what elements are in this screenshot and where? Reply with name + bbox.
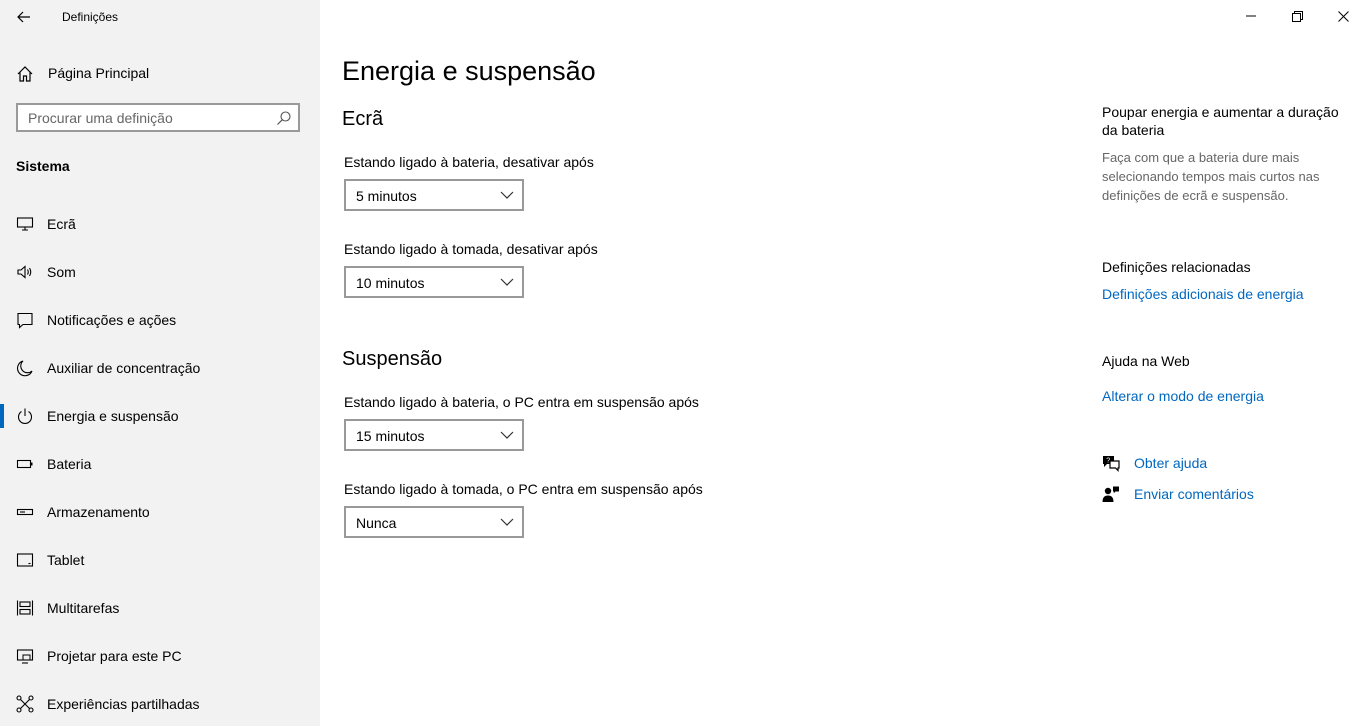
additional-power-settings-link[interactable]: Definições adicionais de energia	[1102, 286, 1304, 302]
sidebar-item-label: Energia e suspensão	[47, 408, 179, 424]
home-icon	[16, 65, 34, 83]
tablet-icon	[16, 551, 34, 569]
get-help-link[interactable]	[1102, 453, 1342, 475]
back-arrow-icon	[17, 11, 31, 23]
sidebar-nav	[0, 200, 320, 728]
app-title: Definições	[62, 10, 119, 24]
screen-battery-label: Estando ligado à bateria, desativar após	[344, 154, 594, 170]
speaker-icon	[16, 263, 34, 281]
related-settings-title: Definições relacionadas	[1102, 259, 1251, 275]
storage-icon	[16, 503, 34, 521]
minimize-button[interactable]	[1228, 0, 1274, 32]
svg-text:?: ?	[1106, 457, 1111, 465]
screen-battery-dropdown[interactable]	[344, 179, 524, 211]
close-button[interactable]	[1320, 0, 1366, 32]
send-feedback-link[interactable]	[1102, 484, 1342, 506]
sleep-section-title: Suspensão	[342, 348, 443, 370]
sidebar-item-shared-experiences[interactable]	[0, 680, 320, 728]
dropdown-value: 15 minutos	[356, 428, 425, 444]
get-help-label: Obter ajuda	[1134, 455, 1208, 471]
sidebar-item-project[interactable]	[0, 632, 320, 680]
change-power-mode-link[interactable]: Alterar o modo de energia	[1102, 388, 1264, 404]
sidebar-item-label: Bateria	[47, 456, 92, 472]
screen-plugged-label: Estando ligado à tomada, desativar após	[344, 241, 598, 257]
sidebar-item-label: Projetar para este PC	[47, 648, 182, 664]
sleep-plugged-dropdown[interactable]	[344, 506, 524, 538]
send-feedback-label: Enviar comentários	[1134, 486, 1254, 502]
chevron-down-icon	[500, 430, 514, 440]
minimize-icon	[1246, 11, 1256, 21]
home-link[interactable]	[0, 58, 320, 88]
monitor-icon	[16, 215, 34, 233]
screen-section-title: Ecrã	[342, 108, 384, 130]
dropdown-value: 10 minutos	[356, 275, 425, 291]
sidebar-item-storage[interactable]	[0, 488, 320, 536]
chevron-down-icon	[500, 277, 514, 287]
sidebar-item-label: Armazenamento	[47, 504, 150, 520]
sidebar-item-battery[interactable]	[0, 440, 320, 488]
help-chat-icon	[1102, 454, 1120, 472]
web-help-title: Ajuda na Web	[1102, 353, 1190, 369]
main-content	[320, 0, 1366, 726]
sidebar-item-multitasking[interactable]	[0, 584, 320, 632]
dropdown-value: Nunca	[356, 515, 397, 531]
sidebar-item-label: Som	[47, 264, 76, 280]
sidebar-item-notifications[interactable]	[0, 296, 320, 344]
sidebar-item-label: Tablet	[47, 552, 85, 568]
screen-plugged-dropdown[interactable]	[344, 266, 524, 298]
power-icon	[16, 407, 34, 425]
sidebar-item-label: Experiências partilhadas	[47, 696, 200, 712]
title-bar	[0, 0, 320, 34]
sleep-battery-label: Estando ligado à bateria, o PC entra em suspensão após	[344, 394, 699, 410]
page-title: Energia e suspensão	[342, 56, 596, 86]
restore-button[interactable]	[1274, 0, 1320, 32]
share-icon	[16, 695, 34, 713]
back-button[interactable]	[10, 4, 38, 30]
feedback-icon	[1102, 485, 1120, 503]
chevron-down-icon	[500, 190, 514, 200]
sidebar-item-power-sleep[interactable]	[0, 392, 320, 440]
sleep-battery-dropdown[interactable]	[344, 419, 524, 451]
project-icon	[16, 647, 34, 665]
chevron-down-icon	[500, 517, 514, 527]
dropdown-value: 5 minutos	[356, 188, 417, 204]
sidebar-item-label: Notificações e ações	[47, 312, 177, 328]
sleep-plugged-label: Estando ligado à tomada, o PC entra em suspensão após	[344, 481, 703, 497]
section-title: Sistema	[16, 158, 70, 174]
search-box	[16, 103, 300, 132]
sidebar-item-focus-assist[interactable]	[0, 344, 320, 392]
window-controls	[1228, 0, 1366, 32]
notification-icon	[16, 311, 34, 329]
battery-icon	[16, 455, 34, 473]
home-label: Página Principal	[48, 65, 150, 81]
sidebar-item-sound[interactable]	[0, 248, 320, 296]
sidebar-item-label: Multitarefas	[47, 600, 120, 616]
sidebar-item-label: Ecrã	[47, 216, 76, 232]
tip-description: Faça com que a bateria dure mais selecionando tempos mais curtos nas definições de ecrã e suspensão.	[1102, 150, 1320, 203]
search-input[interactable]	[18, 105, 278, 130]
restore-icon	[1292, 11, 1303, 22]
search-icon[interactable]	[276, 110, 292, 126]
tip-title: Poupar energia e aumentar a duração da bateria	[1102, 104, 1339, 138]
moon-icon	[16, 359, 34, 377]
sidebar	[0, 0, 320, 726]
multitask-icon	[16, 599, 34, 617]
close-icon	[1338, 11, 1349, 22]
sidebar-item-display[interactable]	[0, 200, 320, 248]
sidebar-item-tablet[interactable]	[0, 536, 320, 584]
sidebar-item-label: Auxiliar de concentração	[47, 360, 201, 376]
